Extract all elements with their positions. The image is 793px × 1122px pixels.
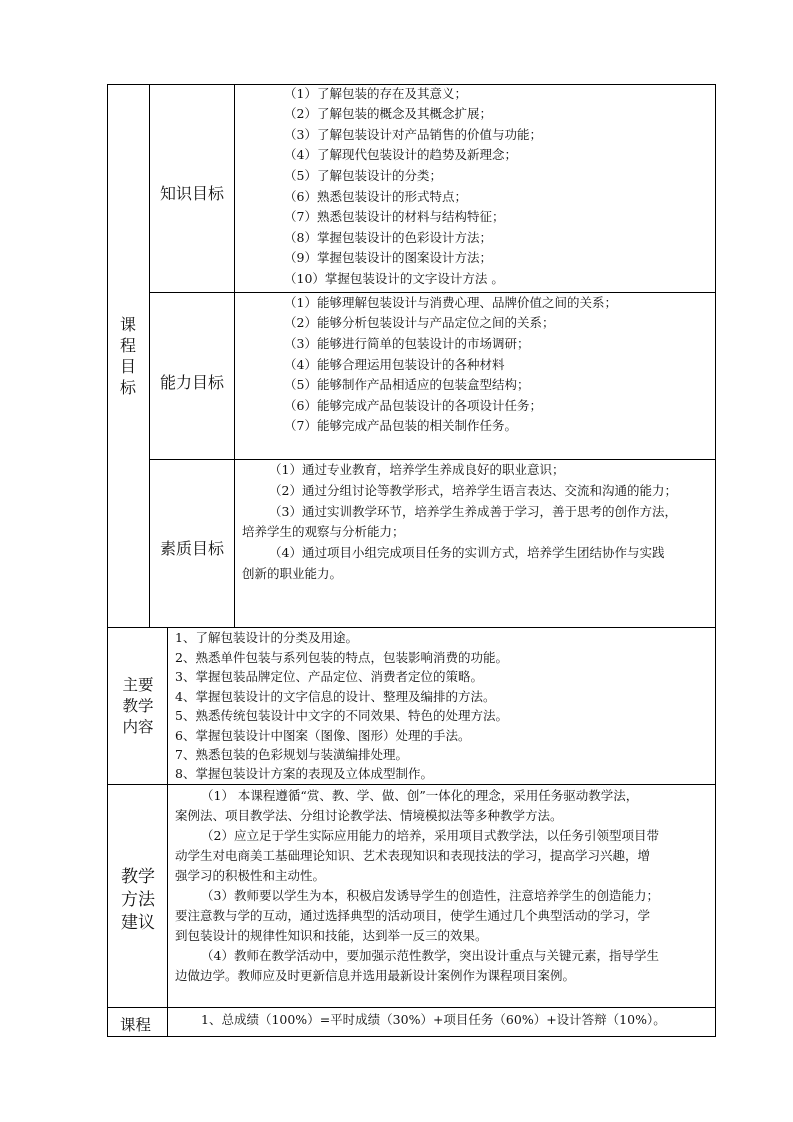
teaching-method-label [111, 866, 165, 935]
list-item: 6、掌握包装设计中图案（图像、图形）处理的手法。 [175, 728, 471, 743]
list-item: （7）能够完成产品包装的相关制作任务。 [284, 418, 517, 433]
list-item: （6）能够完成产品包装设计的各项设计任务； [284, 398, 542, 413]
paragraph-line: （4）通过项目小组完成项目任务的实训方式，培养学生团结协作与实践 [269, 545, 665, 560]
list-item: 2、熟悉单件包装与系列包装的特点，包装影响消费的功能。 [175, 650, 508, 665]
paragraph-line: （1） 本课程遵循“赏、教、学、做、创”一体化的理念，采用任务驱动教学法， [201, 788, 639, 803]
quality-goals-label: 素质目标 [160, 539, 225, 558]
list-item: （4）能够合理运用包装设计的各种材料 [284, 357, 505, 372]
list-item: （4）了解现代包装设计的趋势及新理念； [284, 147, 517, 162]
list-item: （1）能够理解包装设计与消费心理、品牌价值之间的关系； [284, 295, 617, 310]
paragraph-line: （3）教师要以学生为本，积极启发诱导学生的创造性，注意培养学生的创造能力； [201, 888, 659, 903]
paragraph-line: 案例法、项目教学法、分组讨论教学法、情境模拟法等多种教学方法。 [175, 808, 563, 823]
divider-goal-label [149, 84, 150, 627]
paragraph-line: 到包装设计的规律性知识和技能，达到举一反三的效果。 [175, 928, 488, 943]
list-item: 4、掌握包装设计的文字信息的设计、整理及编排的方法。 [175, 689, 496, 704]
teaching-method-label-line: 建议 [121, 913, 155, 933]
list-item: 5、熟悉传统包装设计中文字的不同效果、特色的处理方法。 [175, 708, 508, 723]
main-content-label-line: 教学 [122, 697, 154, 715]
paragraph-line: 动学生对电商美工基础理论知识、艺术表现知识和表现技法的学习，提高学习兴趣，增 [175, 848, 651, 863]
paragraph-line: （2）应立足于学生实际应用能力的培养，采用项目式教学法，以任务引领型项目带 [201, 828, 659, 843]
list-item: （2）了解包装的概念及其概念扩展； [284, 106, 492, 121]
list-item: （5）了解包装设计的分类； [284, 168, 442, 183]
list-item: （8）掌握包装设计的色彩设计方法； [284, 230, 492, 245]
paragraph-line: 创新的职业能力。 [242, 566, 343, 581]
course-goals-char: 标 [119, 378, 136, 397]
assessment-label: 课程 [120, 1016, 152, 1034]
course-goals-label [116, 314, 140, 398]
assessment-text: 1、总成绩（100%）=平时成绩（30%）+项目任务（60%）+设计答辩（10%）。 [201, 1012, 666, 1027]
divider-assessment-label [167, 1007, 168, 1036]
paragraph-line: （3）通过实训教学环节，培养学生养成善于学习，善于思考的创作方法， [269, 504, 677, 519]
main-content-label [112, 675, 164, 738]
main-content-label-line: 主要 [122, 676, 154, 694]
paragraph-line: （4）教师在教学活动中，要加强示范性教学，突出设计重点与关键元素，指导学生 [201, 948, 659, 963]
list-item: 8、掌握包装设计方案的表现及立体成型制作。 [175, 766, 433, 781]
table-border-right [715, 84, 716, 1037]
list-item: 1、了解包装设计的分类及用途。 [175, 630, 358, 645]
list-item: 3、掌握包装品牌定位、产品定位、消费者定位的策略。 [175, 669, 483, 684]
list-item: （3）能够进行简单的包装设计的市场调研； [284, 336, 530, 351]
paragraph-line: （1）通过专业教育，培养学生养成良好的职业意识； [269, 462, 565, 477]
table-border-left [107, 84, 108, 1037]
list-item: （6）熟悉包装设计的形式特点； [284, 189, 467, 204]
teaching-method-label-line: 教学 [121, 867, 155, 887]
divider-method-label [167, 784, 168, 1007]
list-item: （3）了解包装设计对产品销售的价值与功能； [284, 127, 542, 142]
list-item: （5）能够制作产品相适应的包装盒型结构； [284, 377, 530, 392]
list-item: （7）熟悉包装设计的材料与结构特征； [284, 209, 505, 224]
knowledge-goals-label: 知识目标 [160, 184, 225, 203]
divider-content-label [167, 627, 168, 784]
ability-goals-label: 能力目标 [160, 373, 225, 392]
list-item: （2）能够分析包装设计与产品定位之间的关系； [284, 315, 555, 330]
course-goals-char: 程 [119, 336, 136, 355]
teaching-method-label-line: 方法 [121, 890, 155, 910]
list-item: （9）掌握包装设计的图案设计方法； [284, 250, 492, 265]
course-goals-char: 课 [119, 315, 136, 334]
main-content-label-line: 内容 [122, 718, 154, 736]
paragraph-line: （2）通过分组讨论等教学形式，培养学生语言表达、交流和沟通的能力； [269, 483, 677, 498]
table-border-bottom [107, 1036, 716, 1037]
list-item: （1）了解包装的存在及其意义； [284, 86, 467, 101]
paragraph-line: 要注意教与学的互动，通过选择典型的活动项目，使学生通过几个典型活动的学习，学 [175, 908, 651, 923]
list-item: 7、熟悉包装的色彩规划与装潢编排处理。 [175, 747, 408, 762]
divider-method-assessment [107, 1007, 715, 1008]
divider-subgoal-label [234, 84, 235, 627]
paragraph-line: 边做边学。教师应及时更新信息并选用最新设计案例作为课程项目案例。 [175, 968, 576, 983]
paragraph-line: 培养学生的观察与分析能力； [242, 524, 405, 539]
course-goals-char: 目 [119, 357, 136, 376]
list-item: （10）掌握包装设计的文字设计方法 。 [284, 271, 504, 286]
paragraph-line: 强学习的积极性和主动性。 [175, 868, 326, 883]
